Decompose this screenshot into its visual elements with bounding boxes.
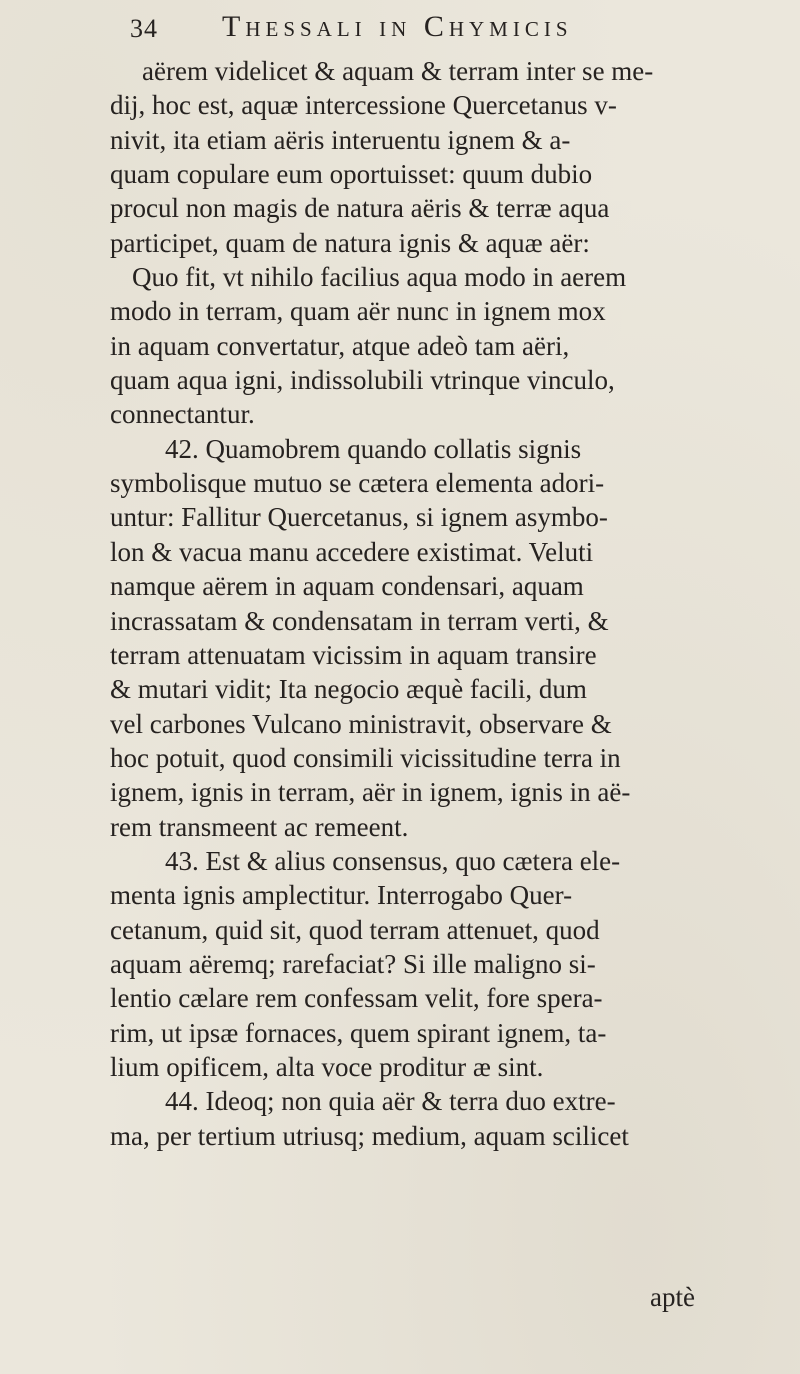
text-line: procul non magis de natura aëris & terræ aqua [110, 193, 610, 224]
text-line: 44. Ideoq; non quia aër & terra duo extre- [165, 1086, 616, 1117]
text-line: aquam aëremq; rarefaciat? Si ille maligno si- [110, 948, 596, 979]
text-line: lium opificem, alta voce proditur æ sint. [110, 1051, 544, 1082]
text-line: ignem, ignis in terram, aër in ignem, ignis in aë- [110, 777, 631, 808]
text-line: participet, quam de natura ignis & aquæ aër: [110, 227, 590, 258]
text-line: modo in terram, quam aër nunc in ignem mox [110, 296, 606, 327]
text-line: quam aqua igni, indissolubili vtrinque vinculo, [110, 365, 615, 396]
text-line: untur: Fallitur Quercetanus, si ignem asymbo- [110, 502, 608, 533]
text-line: 43. Est & alius consensus, quo cætera ele- [165, 845, 621, 876]
text-line: in aquam convertatur, atque adeò tam aëri, [110, 330, 570, 361]
text-line: connectantur. [110, 399, 255, 430]
page-number: 34 [130, 14, 158, 43]
text-line: lon & vacua manu accedere existimat. Veluti [110, 536, 594, 567]
text-line: namque aërem in aquam condensari, aquam [110, 571, 584, 602]
text-line: symbolisque mutuo se cætera elementa adori- [110, 468, 605, 499]
text-line: Quo fit, vt nihilo facilius aqua modo in aerem [132, 262, 627, 293]
text-line: cetanum, quid sit, quod terram attenuet, quod [110, 914, 600, 945]
running-head: Thessali in Chymicis [222, 10, 573, 43]
text-line: nivit, ita etiam aëris interuentu ignem & a- [110, 124, 571, 155]
text-line: aërem videlicet & aquam & terram inter se me- [142, 56, 654, 86]
text-line: menta ignis amplectitur. Interrogabo Quer- [110, 880, 573, 911]
text-line: quam copulare eum oportuisset: quum dubio [110, 159, 593, 190]
text-line: lentio cælare rem confessam velit, fore spera- [110, 983, 603, 1014]
text-line: vel carbones Vulcano ministravit, observare & [110, 708, 612, 739]
text-line: hoc potuit, quod consimili vicissitudine terra in [110, 742, 621, 773]
text-line: rim, ut ipsæ fornaces, quem spirant ignem, ta- [110, 1017, 607, 1048]
text-line: terram attenuatam vicissim in aquam transire [110, 639, 597, 670]
text-line: ma, per tertium utriusq; medium, aquam scilicet [110, 1120, 629, 1151]
catchword: aptè [650, 1282, 695, 1312]
text-line: dij, hoc est, aquæ intercessione Quercetanus v- [110, 90, 617, 121]
text-line: 42. Quamobrem quando collatis signis [165, 433, 582, 464]
text-line: rem transmeent ac remeent. [110, 811, 409, 842]
body-text [110, 54, 778, 1153]
page-header [0, 6, 800, 50]
text-line: incrassatam & condensatam in terram verti, & [110, 605, 609, 636]
text-line: & mutari vidit; Ita negocio æquè facili, dum [110, 674, 587, 705]
